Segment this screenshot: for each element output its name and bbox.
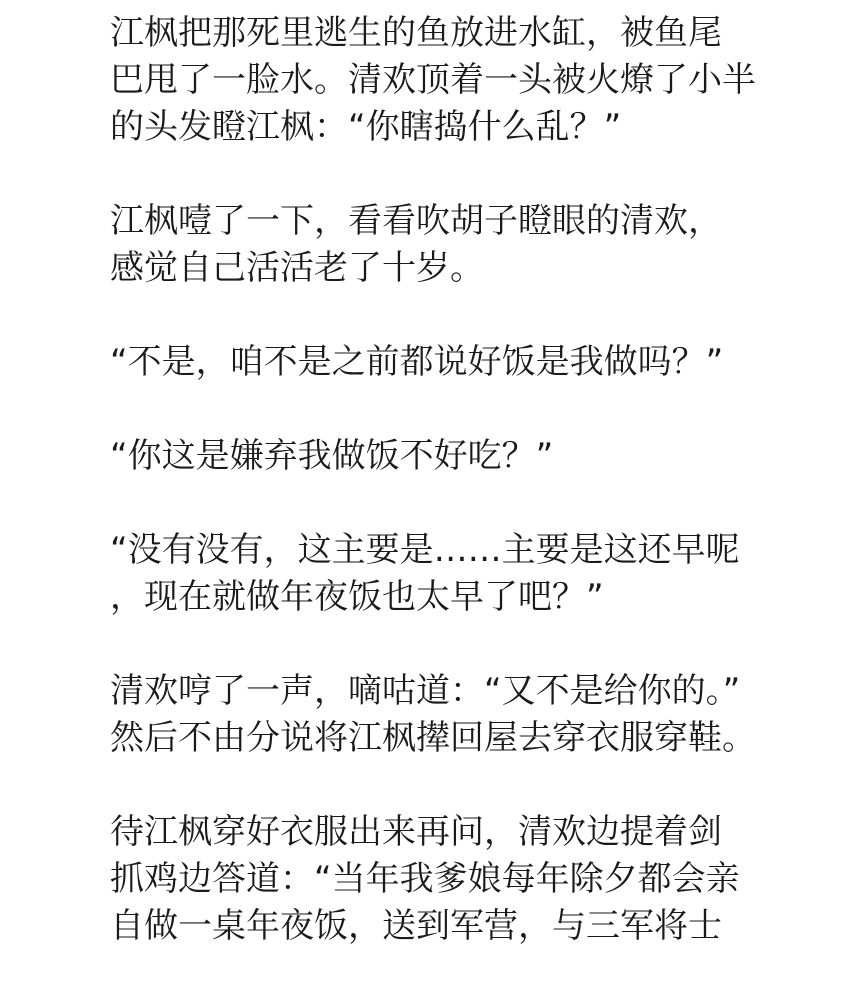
paragraph-6 (110, 668, 810, 762)
text-line: 然后不由分说将江枫撵回屋去穿衣服穿鞋。 (110, 718, 756, 758)
paragraph-5 (110, 527, 810, 621)
paragraph-4 (110, 433, 810, 480)
paragraph-3 (110, 339, 810, 386)
text-line: “没有没有，这主要是……主要是这还早呢 (110, 530, 740, 570)
text-line: 江枫噎了一下，看看吹胡子瞪眼的清欢， (110, 201, 722, 241)
text-line: 感觉自己活活老了十岁。 (110, 248, 484, 288)
text-line: “你这是嫌弃我做饭不好吃？” (110, 436, 554, 476)
paragraph-1 (110, 10, 810, 151)
paragraph-7 (110, 809, 810, 950)
paragraph-2 (110, 198, 810, 292)
text-line: 江枫把那死里逃生的鱼放进水缸，被鱼尾 (110, 13, 722, 53)
text-line: 巴甩了一脸水。清欢顶着一头被火燎了小半 (110, 60, 756, 100)
text-line: 的头发瞪江枫：“你瞎捣什么乱？” (110, 107, 622, 147)
text-line: 待江枫穿好衣服出来再问，清欢边提着剑 (110, 812, 722, 852)
text-line: 清欢哼了一声，嘀咕道：“又不是给你的。” (110, 671, 741, 711)
text-line: 抓鸡边答道：“当年我爹娘每年除夕都会亲 (110, 859, 740, 899)
text-line: ，现在就做年夜饭也太早了吧？” (110, 577, 604, 617)
text-line: “不是，咱不是之前都说好饭是我做吗？” (110, 342, 724, 382)
story-text (110, 10, 810, 997)
text-line: 自做一桌年夜饭，送到军营，与三军将士 (110, 906, 722, 946)
